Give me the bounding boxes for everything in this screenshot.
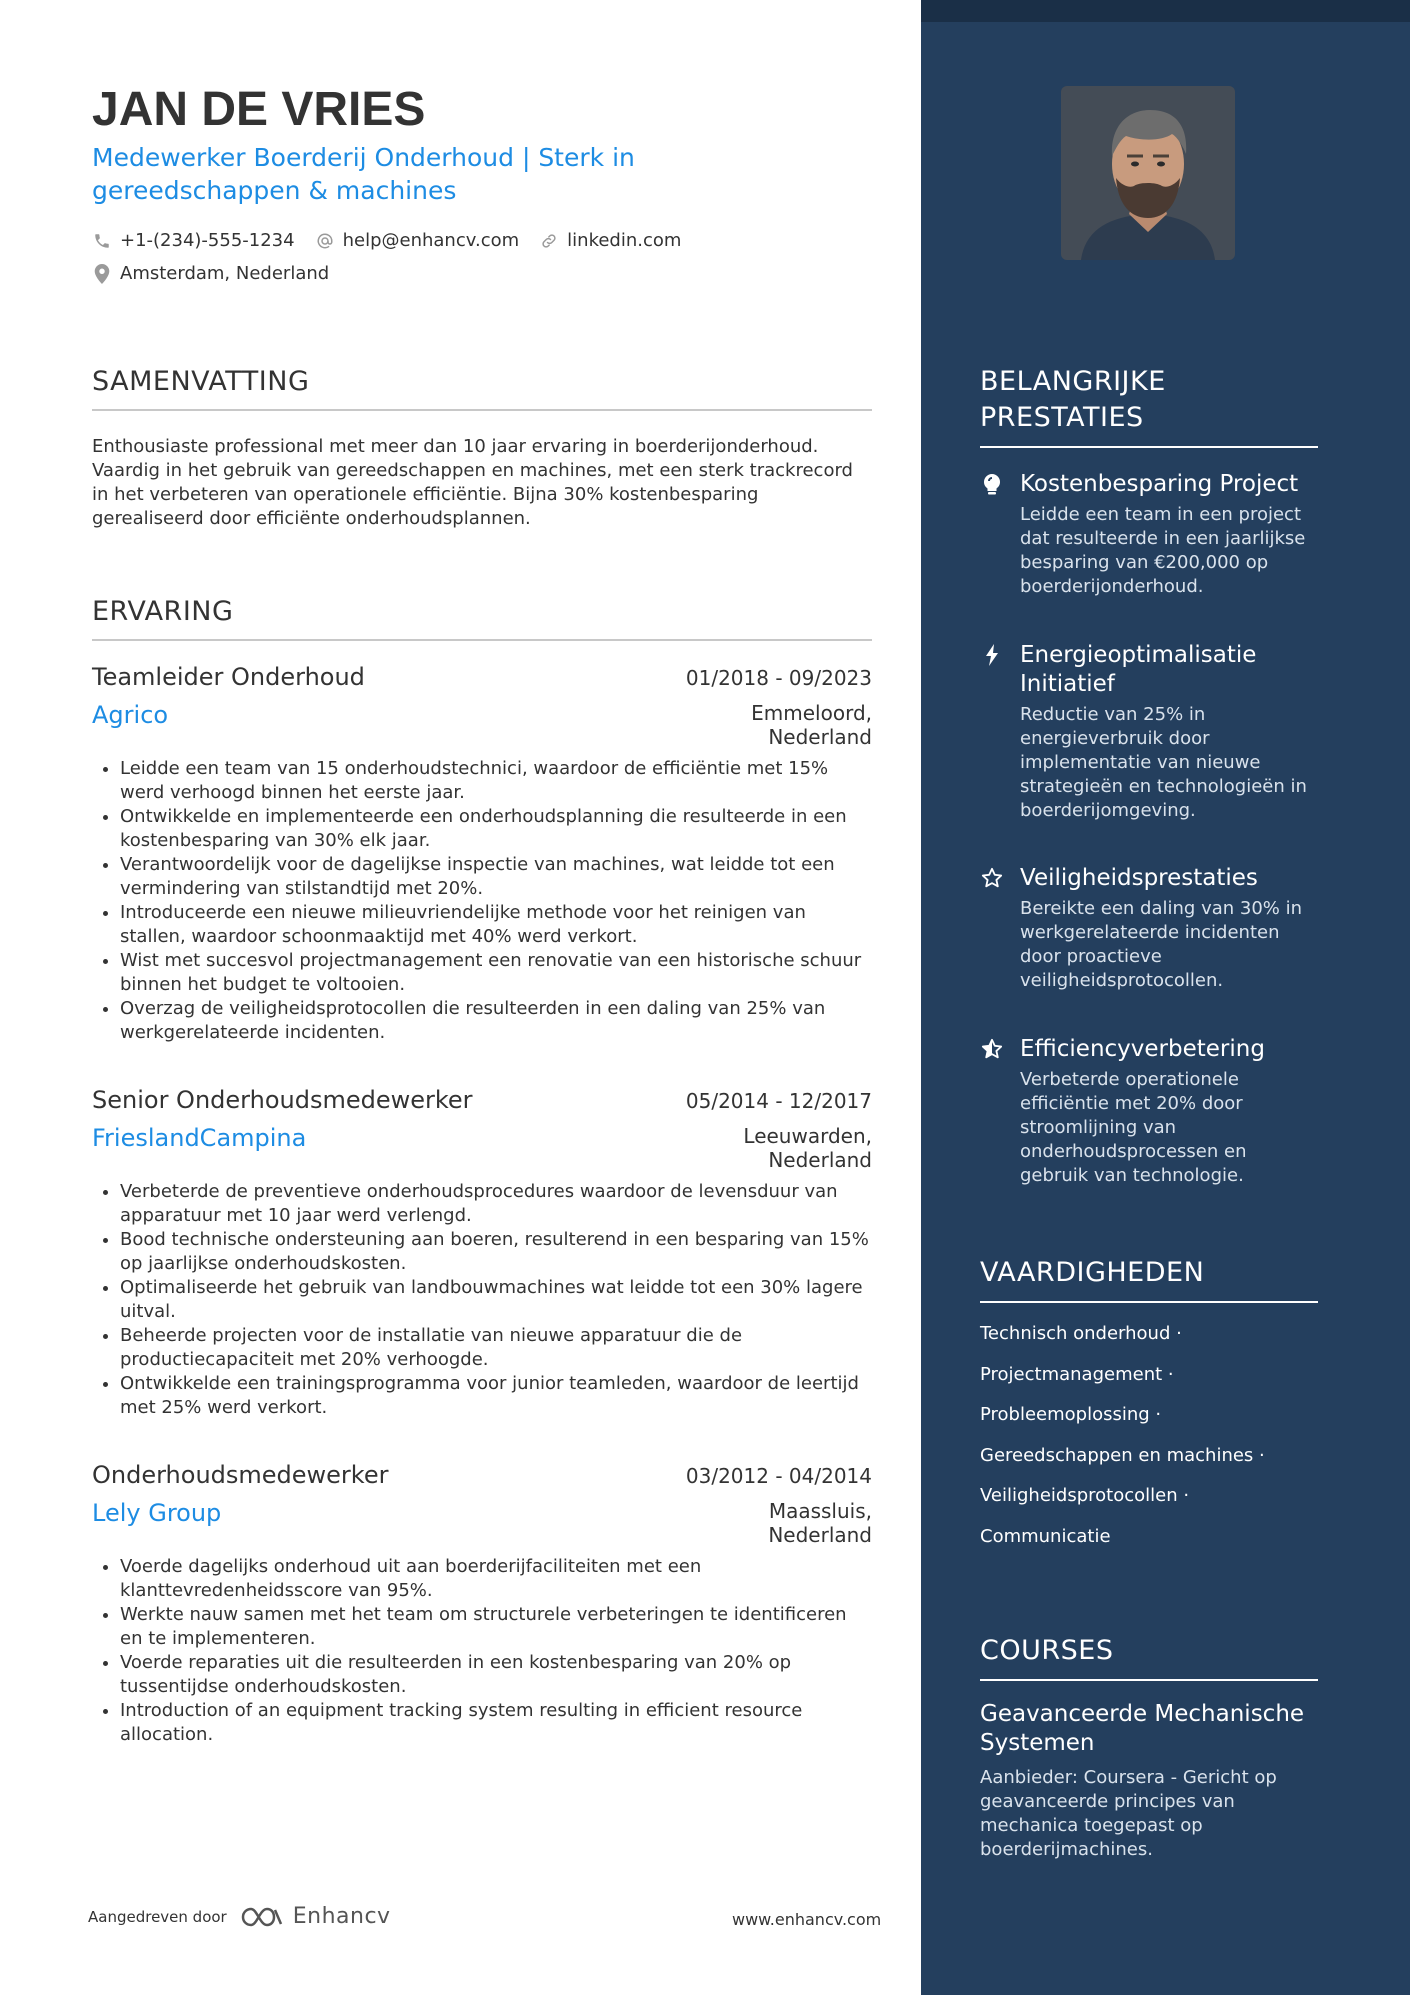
lightbulb-icon xyxy=(980,470,1004,498)
list-item: • Optimaliseerde het gebruik van landbouwmachines wat leidde tot een 30% lagere uitval. xyxy=(120,1276,872,1324)
candidate-name: JAN DE VRIES xyxy=(92,83,426,136)
powered-by-text: Aangedreven door xyxy=(88,1907,227,1926)
company-name[interactable]: Agrico xyxy=(92,701,169,729)
job-country: Nederland xyxy=(768,725,872,749)
job-bullets xyxy=(92,1180,872,1420)
job-date: 05/2014 - 12/2017 xyxy=(685,1089,872,1113)
job-bullets xyxy=(92,757,872,1045)
achievement-item xyxy=(980,864,1318,993)
job-location xyxy=(672,1124,872,1172)
course-desc: Aanbieder: Coursera - Gericht op geavanceerde principes van mechanica toegepast op boerderijmachines. xyxy=(980,1767,1277,1860)
sidebar-top-bar xyxy=(921,0,1410,22)
phone-text: +1-(234)-555-1234 xyxy=(120,230,295,251)
job-date: 01/2018 - 09/2023 xyxy=(685,666,872,690)
bolt-icon xyxy=(980,641,1004,669)
experience-heading: ERVARING xyxy=(92,596,872,641)
summary-text: Enthousiaste professional met meer dan 10 jaar ervaring in boerderijonderhoud. Vaardig in het gebruik van gereedschappen en machines, met een sterk trackrecord in het verbeteren van operationele efficiëntie. Bijna 30% kostenbesparing gerealiseerd door efficiënte onderhoudsplannen. xyxy=(92,436,853,529)
achievement-item xyxy=(980,470,1318,599)
skill-item: Veiligheidsprotocollen · xyxy=(980,1485,1190,1506)
achievement-desc: Leidde een team in een project dat resulteerde in een jaarlijkse besparing van €200,000 op boerderijonderhoud. xyxy=(1020,504,1306,597)
job-date: 03/2012 - 04/2014 xyxy=(685,1464,872,1488)
achievement-title: Kostenbesparing Project xyxy=(1020,471,1299,497)
course-title: Geavanceerde Mechanische Systemen xyxy=(980,1701,1305,1756)
contact-row-1 xyxy=(92,230,701,251)
list-item: • Leidde een team van 15 onderhoudstechnici, waardoor de efficiëntie met 15% werd verhoogd binnen het eerste jaar. xyxy=(120,757,872,805)
achievement-desc: Bereikte een daling van 30% in werkgerelateerde incidenten door proactieve veiligheidsprotocollen. xyxy=(1020,898,1303,991)
contact-row-2 xyxy=(92,263,349,284)
star-half-icon xyxy=(980,1035,1004,1063)
brand-name: Enhancv xyxy=(292,1904,391,1929)
achievements-heading: BELANGRIJKE PRESTATIES xyxy=(980,364,1318,448)
job-entry xyxy=(92,1086,872,1420)
courses-heading: COURSES xyxy=(980,1633,1318,1681)
job-location xyxy=(672,1499,872,1547)
avatar xyxy=(1061,86,1235,260)
list-item: • Verantwoordelijk voor de dagelijkse inspectie van machines, wat leidde tot een vermindering van stilstandtijd met 20%. xyxy=(120,853,872,901)
list-item: • Ontwikkelde en implementeerde een onderhoudsplanning die resulteerde in een kostenbesparing van 30% elk jaar. xyxy=(120,805,872,853)
list-item: • Voerde dagelijks onderhoud uit aan boerderijfaciliteiten met een klanttevredenheidsscore van 95%. xyxy=(120,1555,872,1603)
achievement-desc: Verbeterde operationele efficiëntie met 20% door stroomlijning van onderhoudsprocessen en gebruik van technologie. xyxy=(1020,1069,1247,1186)
link-icon xyxy=(539,231,559,251)
skill-item: Projectmanagement · xyxy=(980,1363,1174,1385)
list-item: • Werkte nauw samen met het team om structurele verbeteringen te identificeren en te implementeren. xyxy=(120,1603,872,1651)
footer-branding xyxy=(88,1904,391,1929)
contact-linkedin[interactable] xyxy=(539,230,681,251)
achievement-item xyxy=(980,641,1318,823)
skill-item: Communicatie xyxy=(980,1525,1111,1547)
list-item: • Introduction of an equipment tracking system resulting in efficient resource allocation. xyxy=(120,1699,872,1747)
job-entry xyxy=(92,1461,872,1747)
job-title: Teamleider Onderhoud xyxy=(92,663,365,691)
job-city: Emmeloord, xyxy=(751,701,872,725)
contact-email[interactable] xyxy=(315,230,520,251)
phone-icon xyxy=(92,231,112,251)
location-pin-icon xyxy=(92,264,112,284)
location-text: Amsterdam, Nederland xyxy=(120,263,330,284)
job-city: Leeuwarden, xyxy=(743,1124,872,1148)
footer-website[interactable]: www.enhancv.com xyxy=(732,1910,882,1929)
candidate-headline: Medewerker Boerderij Onderhoud | Sterk in gereedschappen & machines xyxy=(92,143,635,205)
contact-phone xyxy=(92,230,295,251)
list-item: • Beheerde projecten voor de installatie van nieuwe apparatuur die de productiecapaciteit met 20% verhoogde. xyxy=(120,1324,872,1372)
skills-list xyxy=(980,1322,1318,1565)
company-name[interactable]: FrieslandCampina xyxy=(92,1124,307,1152)
job-city: Maassluis, xyxy=(768,1499,872,1523)
job-country: Nederland xyxy=(768,1148,872,1172)
at-icon xyxy=(315,231,335,251)
linkedin-text[interactable]: linkedin.com xyxy=(567,230,682,251)
enhancv-logo-icon xyxy=(239,1905,285,1929)
list-item: • Wist met succesvol projectmanagement een renovatie van een historische schuur binnen het budget te voltooien. xyxy=(120,949,872,997)
job-country: Nederland xyxy=(768,1523,872,1547)
list-item: • Overzag de veiligheidsprotocollen die resulteerden in een daling van 25% van werkgerelateerde incidenten. xyxy=(120,997,872,1045)
skill-item: Technisch onderhoud · xyxy=(980,1323,1182,1344)
list-item: • Bood technische ondersteuning aan boeren, resulterend in een besparing van 15% op jaarlijkse onderhoudskosten. xyxy=(120,1228,872,1276)
job-location xyxy=(672,701,872,749)
contact-location xyxy=(92,263,329,284)
list-item: • Ontwikkelde een trainingsprogramma voor junior teamleden, waardoor de leertijd met 25% werd verkort. xyxy=(120,1372,872,1420)
job-title: Onderhoudsmedewerker xyxy=(92,1461,389,1489)
achievement-desc: Reductie van 25% in energieverbruik door implementatie van nieuwe strategieën en technologieën in boerderijomgeving. xyxy=(1020,704,1307,821)
skills-heading: VAARDIGHEDEN xyxy=(980,1255,1318,1303)
sidebar xyxy=(921,0,1410,1995)
list-item: • Voerde reparaties uit die resulteerden in een kostenbesparing van 20% op tussentijdse onderhoudskosten. xyxy=(120,1651,872,1699)
skill-item: Probleemoplossing · xyxy=(980,1404,1162,1425)
company-name[interactable]: Lely Group xyxy=(92,1499,222,1527)
achievement-title: Energieoptimalisatie Initiatief xyxy=(1020,642,1257,697)
job-title: Senior Onderhoudsmedewerker xyxy=(92,1086,473,1114)
email-text[interactable]: help@enhancv.com xyxy=(342,230,520,251)
skill-item: Gereedschappen en machines · xyxy=(980,1444,1265,1466)
star-outline-icon xyxy=(980,864,1004,892)
achievement-title: Veiligheidsprestaties xyxy=(1020,865,1258,891)
job-entry xyxy=(92,663,872,1045)
achievement-item xyxy=(980,1035,1318,1188)
summary-heading: SAMENVATTING xyxy=(92,366,872,411)
job-bullets xyxy=(92,1555,872,1747)
list-item: • Introduceerde een nieuwe milieuvriendelijke methode voor het reinigen van stallen, waardoor schoonmaaktijd met 40% werd verkort. xyxy=(120,901,872,949)
list-item: • Verbeterde de preventieve onderhoudsprocedures waardoor de levensduur van apparatuur met 10 jaar werd verlengd. xyxy=(120,1180,872,1228)
achievement-title: Efficiencyverbetering xyxy=(1020,1036,1265,1062)
